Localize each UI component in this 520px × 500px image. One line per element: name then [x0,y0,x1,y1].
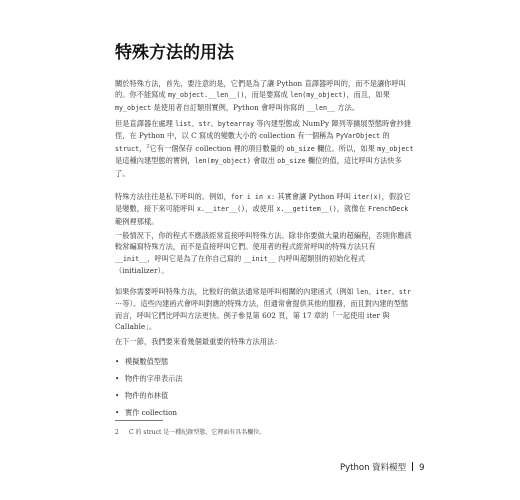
text-run: 、 [191,119,199,128]
list-item: • 模擬數值型態 [115,357,169,366]
inline-code: list [175,120,192,128]
inline-code: FrenchDeck [368,205,409,214]
footnote [115,428,415,437]
paragraph-usage-advice [115,230,415,277]
inline-code: __init__ [243,254,276,263]
text-run: 一般情況下，你的程式不應該經常直接呼叫特殊方法。除非你要做大量的超編程，否則你應該較常編寫特殊方法，而不是直接呼叫它們。使用者的程式經常呼叫的特殊方法只有 [115,231,412,252]
text-run: 會取出 [250,156,278,166]
inline-code: len [356,288,369,296]
inline-code: my_object.__len__() [168,91,245,100]
list-item: • 實作 collection [115,408,178,418]
inline-code: x.__getitem__() [276,205,337,214]
text-run: 是使用者自訂類別實例，Python 會呼叫你寫的 [151,102,307,112]
inline-code: for i in x: [230,193,276,201]
inline-code: struct [115,144,140,153]
inline-code: iter [375,288,392,296]
inline-code: iter(x) [353,193,382,201]
text-run: ，假設它是變數，接下來可能呼叫 [115,192,411,214]
list-item: • 物件的布林值 [115,391,169,401]
inline-code: PyVarObject [335,132,381,141]
paragraph-implicit-calls [115,191,415,227]
inline-code: __len__ [306,103,336,112]
text-run: 內呼叫超類別的初始化程式（initializer）。 [115,253,365,276]
special-method-usage-list [115,356,415,424]
inline-code: my_object [115,103,152,112]
inline-code: str [198,120,211,128]
bullet-icon: • [115,374,120,384]
footnote-text: C 的 struct 是一種紀錄型態，它裡面有具名欄位。 [129,429,266,436]
text-run: 範例裡那樣。 [115,216,159,226]
text-run: 是這種內建型態的實例， [115,156,195,166]
text-run: 、 [391,287,399,296]
section-heading: 特殊方法的用法 [115,43,234,63]
inline-code: __init__ [115,254,148,263]
list-item: • 物件的字串表示法 [115,374,183,384]
text-run: 關於特殊方法，首先，要注意的是，它們是為了讓 Python 直譯器呼叫的，而不是讓你呼叫的。你不能寫成 [115,79,406,100]
bullet-icon: • [115,391,120,401]
text-run: ，而是要寫成 [244,90,291,100]
footer-divider [412,462,413,471]
text-run: 等內建型態或 NumPy 陣列等擴展型態時會抄捷徑，在 Python 中，以 C 寫成的變數大小的 collection 有一個稱為 [115,119,412,141]
text-run: 的 [380,131,390,141]
paragraph-next-section [115,336,415,347]
text-run: 其實會讓 Python 呼叫 [275,192,354,201]
text-run: 在下一節，我們要來看幾個最重要的特殊方法用法： [115,337,282,346]
footnote-number: 2 [115,429,119,436]
text-run: 、 [210,119,218,128]
inline-code: my_object [377,144,414,153]
text-run: ，或使用 [245,204,277,214]
footnote-divider [115,420,163,421]
page-number: 9 [419,463,425,473]
inline-code: bytearray [217,120,255,128]
inline-code: x.__iter__() [196,205,246,214]
inline-code: len(my_object) [290,91,347,100]
bullet-icon: • [115,357,120,366]
text-run: ，就像在 [336,204,369,214]
text-run: ，而且，如果 [346,90,390,100]
paragraph-intro [115,78,415,114]
page-footer [340,461,425,473]
text-run: 特殊方法往往是私下呼叫的。例如， [115,192,231,201]
inline-code: len(my_object) [194,157,251,166]
inline-code: ob_size [286,144,315,153]
bullet-icon: • [115,408,120,418]
paragraph-builtin-functions [115,286,415,333]
text-run: 、 [368,287,376,296]
text-run: ⋯等）。這些內建函式會呼叫對應的特殊方法，但通常會提供其他的服務，而且對內建的型態而言，呼叫它們比呼叫方法更快。例子參見第 602 頁，第 17 章的「一起使用 iter 與 Callable」。 [115,299,409,332]
text-run: 方法。 [335,102,360,112]
text-run: ， [139,143,147,153]
inline-code: ob_size [277,157,306,166]
text-run: 如果你需要呼叫特殊方法，比較好的做法通常是呼叫相關的內建函式（例如 [115,287,357,296]
inline-code: str [398,288,411,296]
text-run: 欄位的值，這比呼叫方法快多了。 [115,156,402,178]
text-run: ，呼叫它是為了在你自己寫的 [147,253,244,263]
text-run: 欄位。所以，如果 [314,143,378,153]
text-run: 但是直譯器在處理 [115,119,176,128]
text-run: 它有一個保存 collection 裡的項目數量的 [149,143,287,153]
paragraph-interpreter-shortcut [115,118,415,179]
running-title: Python 資料模型 [340,463,407,473]
footnote-ref: 2 [146,143,150,150]
